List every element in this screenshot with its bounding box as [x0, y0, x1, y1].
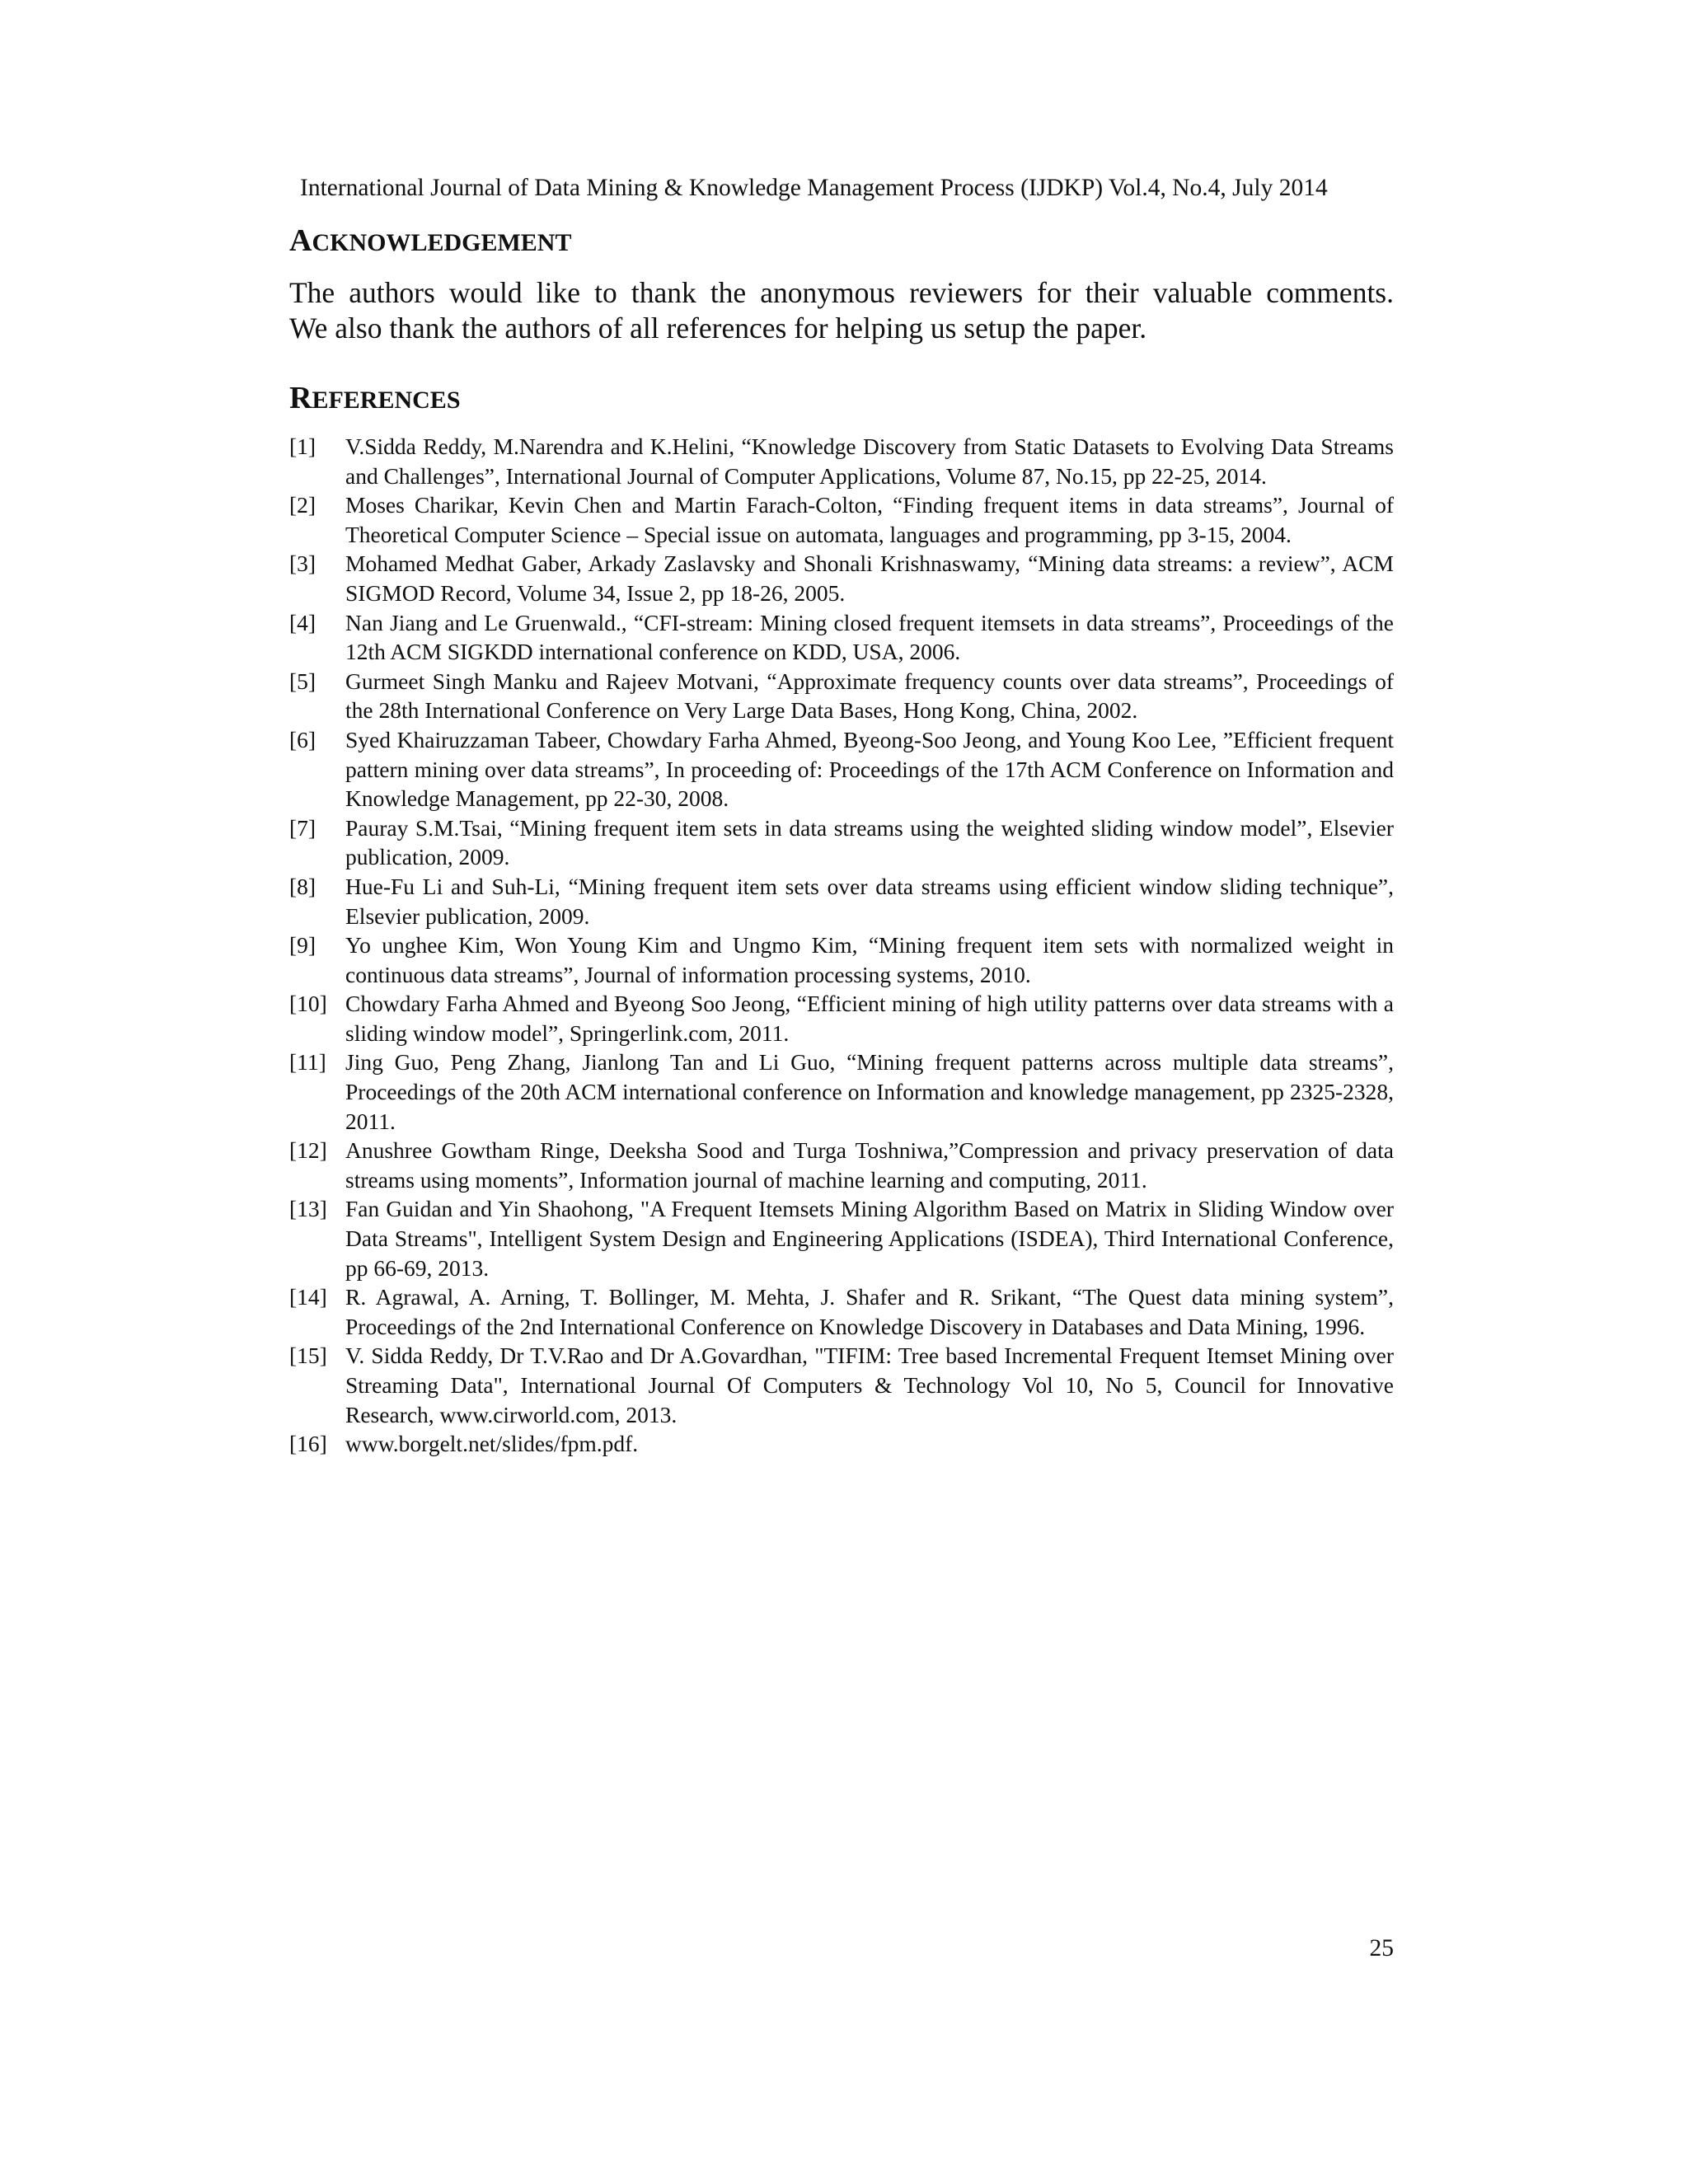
reference-item [289, 1429, 1394, 1459]
reference-text: Syed Khairuzzaman Tabeer, Chowdary Farha Ahmed, Byeong-Soo Jeong, and Young Koo Lee, ”Efficient frequent pattern mining over data streams”, In proceeding of: Proceedings of the 17th ACM Conference on Information and Knowledge Management, pp 22-30, 2008. [345, 726, 1394, 812]
reference-item [289, 490, 1394, 549]
reference-text: V.Sidda Reddy, M.Narendra and K.Helini, “Knowledge Discovery from Static Datasets to Evolving Data Streams and Challenges”, International Journal of Computer Applications, Volume 87, No.15, pp 22-25, 2014. [345, 434, 1394, 489]
reference-text: V. Sidda Reddy, Dr T.V.Rao and Dr A.Govardhan, "TIFIM: Tree based Incremental Frequent Itemset Mining over Streaming Data", International Journal Of Computers & Technology Vol 10, No 5, Council for Innovative Research, www.cirworld.com, 2013. [345, 1343, 1394, 1427]
reference-number: [3] [289, 551, 316, 577]
reference-number: [6] [289, 726, 316, 752]
reference-text: Jing Guo, Peng Zhang, Jianlong Tan and Li Guo, “Mining frequent patterns across multiple data streams”, Proceedings of the 20th ACM international conference on Information and knowledge management, pp 2325-2328, 2011. [345, 1049, 1394, 1134]
reference-number: [14] [289, 1284, 327, 1310]
references-heading [289, 380, 461, 423]
reference-text: Mohamed Medhat Gaber, Arkady Zaslavsky and Shonali Krishnaswamy, “Mining data streams: a review”, ACM SIGMOD Record, Volume 34, Issue 2, pp 18-26, 2005. [345, 551, 1394, 606]
reference-number: [9] [289, 932, 316, 958]
reference-item [289, 930, 1394, 989]
reference-number: [11] [289, 1049, 326, 1076]
reference-text: Moses Charikar, Kevin Chen and Martin Farach-Colton, “Finding frequent items in data streams”, Journal of Theoretical Computer Science – Special issue on automata, languages and programming, pp 3-15, 2004. [345, 492, 1394, 547]
reference-text: Pauray S.M.Tsai, “Mining frequent item sets in data streams using the weighted sliding window model”, Elsevier publication, 2009. [345, 814, 1394, 870]
reference-text: Hue-Fu Li and Suh-Li, “Mining frequent item sets over data streams using efficient window sliding technique”, Elsevier publication, 2009. [345, 873, 1394, 929]
reference-number: [8] [289, 873, 316, 899]
reference-number: [10] [289, 991, 327, 1017]
reference-text: Chowdary Farha Ahmed and Byeong Soo Jeong, “Efficient mining of high utility patterns over data streams with a sliding window model”, Springerlink.com, 2011. [345, 991, 1394, 1046]
acknowledgement-line: The authors would like to thank the anonymous reviewers for their valuable comments. [289, 276, 1394, 309]
reference-text: R. Agrawal, A. Arning, T. Bollinger, M. Mehta, J. Shafer and R. Srikant, “The Quest data mining system”, Proceedings of the 2nd International Conference on Knowledge Discovery in Databases and Data Mining, 1996. [345, 1284, 1394, 1339]
reference-list [289, 432, 1394, 1459]
acknowledgement-heading-initial: A [289, 223, 312, 258]
reference-number: [7] [289, 814, 316, 841]
reference-text: Nan Jiang and Le Gruenwald., “CFI-stream: Mining closed frequent itemsets in data streams”, Proceedings of the 12th ACM SIGKDD international conference on KDD, USA, 2006. [345, 609, 1394, 665]
reference-number: [4] [289, 609, 316, 635]
page-number: 25 [1369, 1935, 1394, 1961]
reference-item [289, 872, 1394, 930]
reference-item [289, 1282, 1394, 1341]
reference-item [289, 1047, 1394, 1136]
reference-number: [1] [289, 434, 316, 459]
reference-number: [15] [289, 1343, 327, 1369]
reference-item [289, 608, 1394, 667]
acknowledgement-body [289, 275, 1394, 346]
acknowledgement-line: We also thank the authors of all references for helping us setup the paper. [289, 312, 1147, 344]
reference-text: www.borgelt.net/slides/fpm.pdf. [345, 1431, 639, 1457]
reference-item [289, 989, 1394, 1047]
reference-text: Fan Guidan and Yin Shaohong, "A Frequent Itemsets Mining Algorithm Based on Matrix in Sliding Window over Data Streams", Intelligent System Design and Engineering Applications (ISDEA), Third International Conference, pp 66-69, 2013. [345, 1196, 1394, 1281]
reference-text: Yo unghee Kim, Won Young Kim and Ungmo Kim, “Mining frequent item sets with normalized weight in continuous data streams”, Journal of information processing systems, 2010. [345, 932, 1394, 987]
reference-number: [16] [289, 1431, 327, 1457]
reference-item [289, 432, 1394, 490]
reference-number: [13] [289, 1196, 327, 1222]
acknowledgement-heading [289, 223, 571, 265]
reference-item [289, 1136, 1394, 1194]
references-heading-rest: EFERENCES [312, 387, 461, 414]
reference-item [289, 725, 1394, 813]
reference-number: [12] [289, 1137, 327, 1164]
reference-item [289, 549, 1394, 607]
reference-item [289, 1341, 1394, 1429]
reference-number: [5] [289, 668, 316, 694]
reference-number: [2] [289, 492, 316, 518]
reference-text: Gurmeet Singh Manku and Rajeev Motvani, “Approximate frequency counts over data streams”, Proceedings of the 28th International Conference on Very Large Data Bases, Hong Kong, China, 2002. [345, 668, 1394, 724]
reference-item [289, 813, 1394, 872]
reference-item [289, 667, 1394, 725]
reference-item [289, 1194, 1394, 1282]
reference-text: Anushree Gowtham Ringe, Deeksha Sood and Turga Toshniwa,”Compression and privacy preservation of data streams using moments”, Information journal of machine learning and computing, 2011. [345, 1137, 1394, 1193]
acknowledgement-heading-rest: CKNOWLEDGEMENT [312, 229, 572, 256]
running-header: International Journal of Data Mining & Knowledge Management Process (IJDKP) Vol.4, No.4, July 2014 [300, 175, 1328, 201]
references-heading-initial: R [289, 381, 312, 415]
